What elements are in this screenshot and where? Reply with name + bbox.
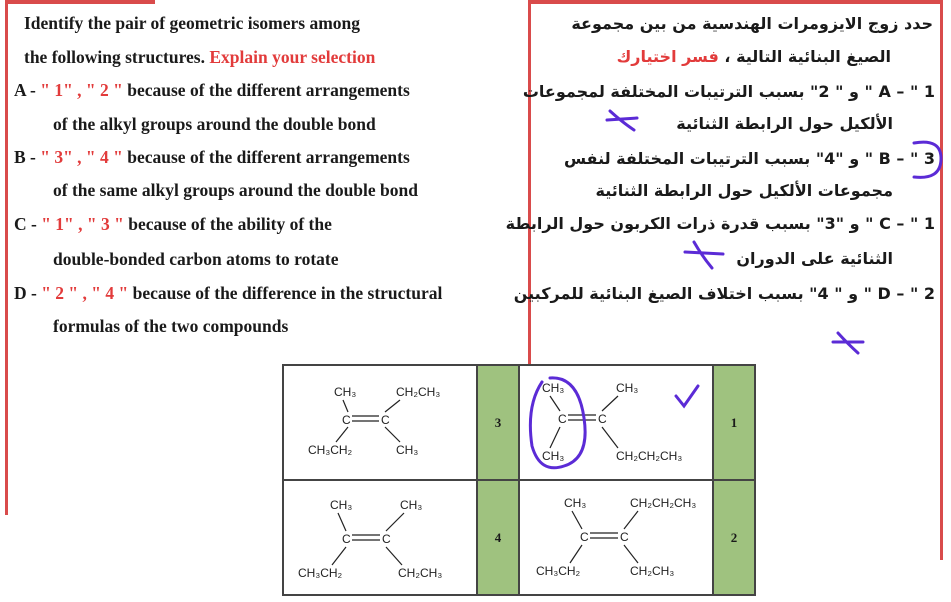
structure-cell-3: [283, 365, 477, 480]
substituent-top-right: CH₂CH₃: [396, 385, 441, 399]
substituent-top-left: CH₃: [542, 381, 565, 395]
structure-2-drawing: [520, 481, 736, 594]
structures-table: [282, 364, 756, 596]
option-pair: " 1" , " 3 ": [41, 214, 129, 234]
carbon-right: C: [620, 530, 629, 544]
option-letter: A -: [14, 80, 41, 100]
ar-question-line-1: حدد زوج الايزومرات الهندسية من بين مجموعة: [571, 14, 933, 33]
structure-cell-2: [519, 480, 713, 595]
carbon-left: C: [342, 532, 351, 546]
option-letter: C -: [14, 214, 42, 234]
ar-option-d-line-1: D – " 2 " و " 4" بسبب اختلاف الصيغ البنائية للمركبين: [513, 284, 935, 303]
structure-cell-4: [283, 480, 477, 595]
option-pair: " 1" , " 2 ": [40, 80, 128, 100]
option-reason: because of the different arrangements: [127, 147, 410, 167]
left-border: [5, 0, 8, 515]
label-4: 4: [477, 480, 519, 595]
substituent-bottom-left: CH₃CH₂: [308, 443, 353, 457]
option-reason: because of the ability of the: [128, 214, 332, 234]
substituent-bottom-left: CH₃: [542, 449, 565, 463]
option-d-line-2: formulas of the two compounds: [53, 316, 289, 336]
ar-option-a-line-1: A – " 1 " و " 2" بسبب الترتيبات المختلفة لمجموعات: [522, 82, 935, 101]
carbon-left: C: [580, 530, 589, 544]
option-reason: because of the difference in the structural: [132, 283, 443, 303]
table-row: [283, 365, 755, 480]
option-b-line-1: [14, 147, 410, 168]
option-letter: B -: [14, 147, 41, 167]
option-pair: " 2 " , " 4 ": [41, 283, 133, 303]
structure-4-drawing: [284, 481, 476, 594]
ar-option-c-line-2: الثنائية على الدوران: [736, 249, 893, 268]
substituent-top-left: CH₃: [334, 385, 357, 399]
carbon-left: C: [342, 413, 351, 427]
substituent-bottom-left: CH₃CH₂: [536, 564, 581, 578]
ar-option-b-line-2: مجموعات الألكيل حول الرابطة الثنائية: [595, 181, 893, 200]
table-row: [283, 480, 755, 595]
option-pair: " 3" , " 4 ": [40, 147, 128, 167]
substituent-bottom-right: CH₂CH₃: [630, 564, 675, 578]
cross-mark-d: [830, 330, 866, 356]
option-d-line-1: [14, 283, 442, 304]
ar-option-a-line-2: الألكيل حول الرابطة الثنائية: [676, 114, 893, 133]
right-border: [940, 0, 943, 560]
label-1: 1: [713, 365, 755, 480]
explain-instruction: Explain your selection: [209, 47, 376, 67]
substituent-bottom-right: CH₃: [396, 443, 419, 457]
carbon-left: C: [558, 412, 567, 426]
question-line-2: [24, 47, 375, 68]
option-c-line-1: [14, 214, 332, 235]
substituent-top-left: CH₃: [564, 496, 587, 510]
top-border-right: [528, 0, 943, 4]
label-3: 3: [477, 365, 519, 480]
circle-mark-b: [906, 138, 946, 182]
top-border-left: [5, 0, 155, 4]
ar-explain-instruction: فسر اختيارك: [616, 47, 719, 66]
option-a-line-1: [14, 80, 410, 101]
substituent-top-right: CH₃: [616, 381, 639, 395]
substituent-bottom-right: CH₂CH₂CH₃: [616, 449, 683, 463]
substituent-top-right: CH₃: [400, 498, 423, 512]
structure-3-drawing: [284, 366, 476, 479]
carbon-right: C: [381, 413, 390, 427]
option-reason: because of the different arrangements: [127, 80, 410, 100]
label-2: 2: [713, 480, 755, 595]
carbon-right: C: [598, 412, 607, 426]
option-letter: D -: [14, 283, 42, 303]
question-text: the following structures.: [24, 47, 210, 67]
center-divider: [528, 0, 531, 365]
substituent-top-left: CH₃: [330, 498, 353, 512]
ar-option-b-line-1: B – " 3 " و "4" بسبب الترتيبات المختلفة لنفس: [563, 149, 935, 168]
cross-mark-c: [682, 238, 726, 270]
option-b-line-2: of the same alkyl groups around the double bond: [53, 180, 418, 200]
structure-1-drawing: [520, 366, 736, 479]
substituent-bottom-left: CH₃CH₂: [298, 566, 343, 580]
structure-cell-1: [519, 365, 713, 480]
ar-question-text: الصيغ البنائية التالية ،: [718, 47, 891, 66]
carbon-right: C: [382, 532, 391, 546]
option-c-line-2: double-bonded carbon atoms to rotate: [53, 249, 339, 269]
ar-option-c-line-1: C – " 1 " و "3" بسبب قدرة ذرات الكربون حول الرابطة: [505, 214, 935, 233]
question-line-1: Identify the pair of geometric isomers among: [24, 13, 361, 33]
ar-question-line-2: [617, 47, 891, 66]
option-a-line-2: of the alkyl groups around the double bond: [53, 114, 376, 134]
substituent-bottom-right: CH₂CH₃: [398, 566, 443, 580]
substituent-top-right: CH₂CH₂CH₃: [630, 496, 697, 510]
cross-mark-a: [604, 108, 640, 132]
